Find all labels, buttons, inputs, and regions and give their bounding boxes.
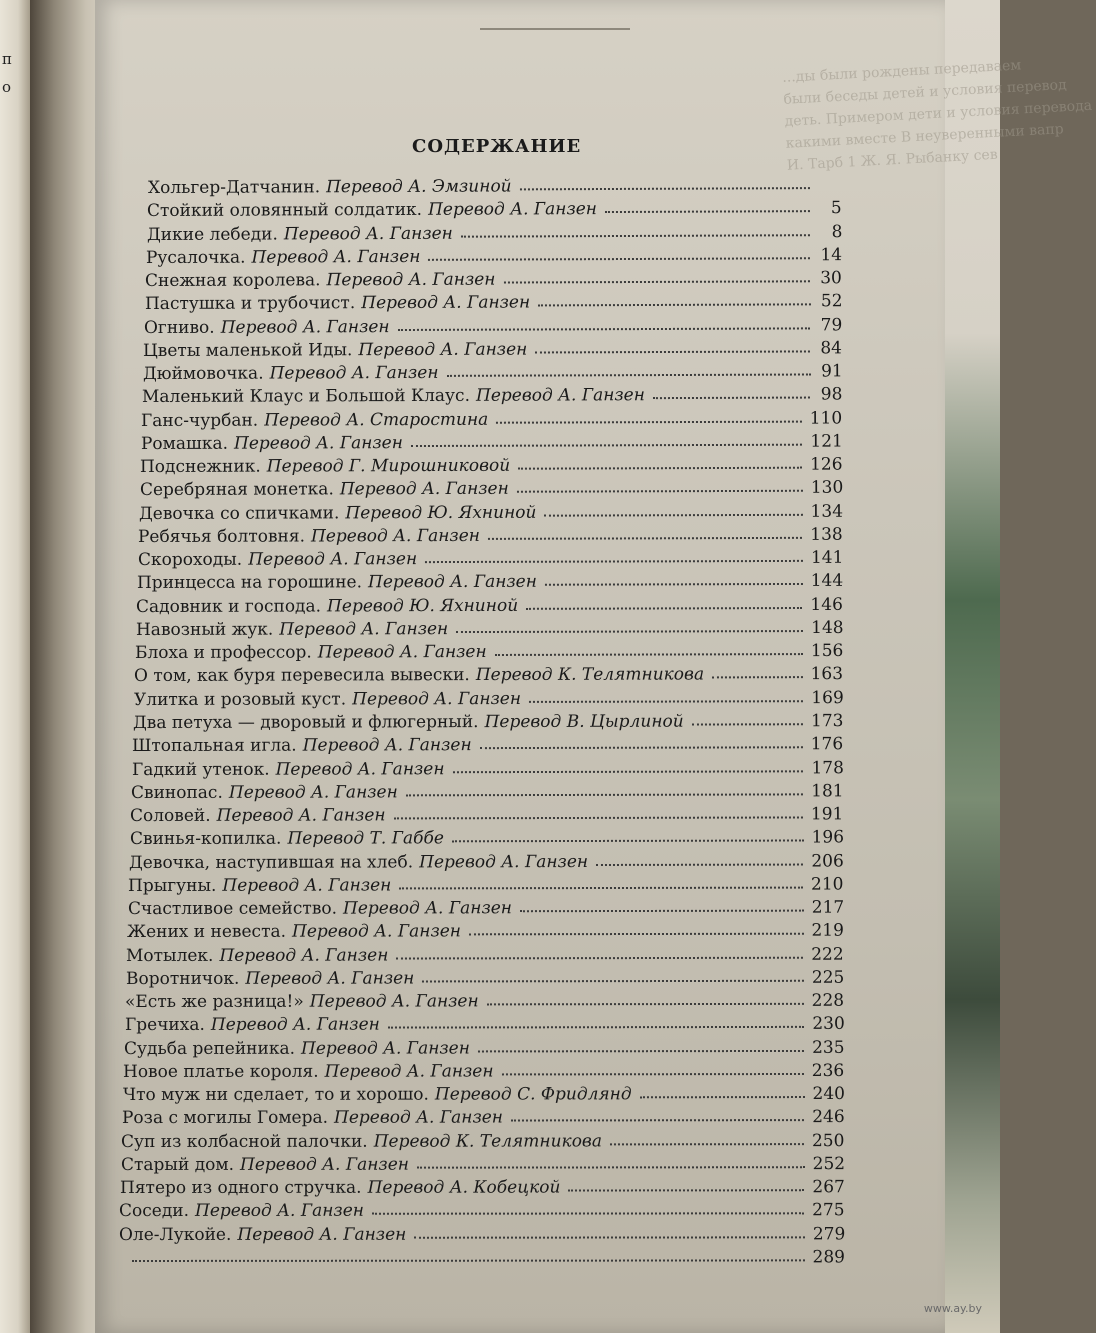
toc-translator: Перевод А. Ганзен (476, 385, 646, 407)
toc-translator: Перевод Г. Мирошниковой (266, 455, 511, 477)
toc-leader-dots (495, 653, 803, 656)
toc-translator: Перевод А. Ганзен (358, 339, 528, 360)
toc-page-number: 240 (812, 1084, 845, 1105)
toc-leader-dots (422, 980, 804, 983)
toc-leader-dots (428, 257, 810, 261)
toc-page-number: 141 (810, 547, 844, 569)
toc-translator: Перевод А. Ганзен (360, 292, 530, 314)
toc-page-number: 228 (811, 990, 845, 1011)
toc-page-number: 5 (831, 198, 843, 219)
toc-leader-dots (406, 793, 803, 796)
toc-entry (132, 754, 844, 780)
toc-translator: Перевод А. Эмзиной (326, 176, 512, 198)
toc-translator: Перевод А. Ганзен (220, 316, 390, 338)
toc-translator: Перевод А. Ганзен (367, 572, 537, 593)
toc-page-number: 169 (810, 687, 844, 708)
toc-entry (135, 637, 843, 663)
toc-translator: Перевод А. Ганзен (245, 968, 415, 989)
toc-story-title: Свинья-копилка. (129, 828, 282, 850)
toc-story-title: О том, как буря перевесила вывески. (134, 665, 471, 687)
toc-translator: Перевод В. Цырлиной (484, 711, 684, 733)
toc-story-title: Соседи. (119, 1201, 190, 1222)
toc-leader-dots (497, 420, 802, 423)
toc-leader-dots (387, 1026, 804, 1029)
toc-leader-dots (132, 1259, 805, 1262)
toc-translator: Перевод А. Ганзен (292, 921, 462, 943)
toc-entry (121, 1127, 844, 1152)
toc-page-number: 252 (812, 1154, 845, 1175)
toc-translator: Перевод А. Ганзен (278, 619, 448, 640)
toc-story-title: Скороходы. (137, 549, 242, 571)
toc-page-number: 148 (810, 617, 844, 638)
toc-entry (144, 311, 842, 338)
toc-page-number: 146 (810, 594, 844, 615)
toc-story-title: Что муж ни сделает, то и хорошо. (122, 1084, 429, 1106)
toc-page-number: 250 (812, 1130, 845, 1151)
toc-entry (139, 474, 842, 500)
toc-story-title: Два петуха — дворовый и флюгерный. (132, 712, 479, 733)
toc-leader-dots (397, 956, 804, 959)
toc-entry (147, 218, 843, 245)
toc-page-number: 196 (811, 827, 844, 848)
toc-translator: Перевод А. Ганзен (351, 688, 521, 710)
toc-entry (123, 1080, 845, 1105)
toc-entry (137, 567, 843, 593)
left-page-letter: о (2, 78, 12, 96)
toc-entry (130, 824, 844, 850)
toc-leader-dots (488, 537, 802, 540)
toc-leader-dots (469, 933, 804, 936)
toc-page-number: 126 (810, 454, 843, 475)
toc-leader-dots (692, 723, 803, 725)
toc-entry (124, 1034, 845, 1059)
toc-leader-dots (411, 444, 802, 447)
toc-translator: Перевод А. Ганзен (239, 1154, 409, 1175)
toc-story-title: Дикие лебеди. (146, 223, 278, 245)
toc-story-title: Старый дом. (120, 1154, 234, 1175)
toc-story-title: Ромашка. (140, 433, 228, 454)
toc-leader-dots (480, 747, 803, 750)
toc-story-title: Хольгер-Датчанин. (147, 177, 321, 198)
toc-leader-dots (536, 350, 811, 353)
toc-leader-dots (502, 1073, 804, 1075)
toc-translator: Перевод А. Ганзен (309, 991, 479, 1012)
toc-page-number: 84 (820, 338, 843, 359)
toc-entry (123, 1057, 844, 1082)
toc-translator: Перевод А. Ганзен (228, 782, 398, 803)
toc-story-title: Принцесса на горошине. (136, 572, 362, 594)
toc-leader-dots (712, 677, 803, 679)
toc-story-title: Оле-Лукойе. (118, 1224, 232, 1245)
toc-entry (119, 1197, 845, 1222)
toc-story-title: Маленький Клаус и Большой Клаус. (142, 386, 471, 408)
toc-page-number: 279 (812, 1224, 845, 1245)
toc-page-number: 30 (820, 268, 843, 289)
toc-translator: Перевод А. Ганзен (303, 735, 473, 756)
toc-page-number: 191 (811, 804, 844, 825)
toc-story-title: Девочка, наступившая на хлеб. (129, 851, 414, 873)
toc-story-title: Гречиха. (124, 1015, 205, 1036)
toc-story-title: Счастливое семейство. (127, 898, 337, 920)
page-title: СОДЕРЖАНИЕ (412, 136, 582, 157)
toc-entry (127, 917, 844, 942)
toc-translator: Перевод А. Ганзен (222, 875, 392, 896)
toc-story-title: Гадкий утенок. (131, 759, 270, 780)
toc-story-title: Блоха и профессор. (134, 642, 312, 664)
toc-translator: Перевод А. Ганзен (324, 1061, 494, 1082)
toc-translator: Перевод А. Ганзен (275, 758, 445, 780)
toc-translator: Перевод К. Телятникова (373, 1131, 603, 1152)
toc-story-title: Свинопас. (130, 782, 223, 803)
toc-leader-dots (417, 1166, 805, 1168)
toc-translator: Перевод А. Ганзен (317, 642, 487, 663)
toc-leader-dots (516, 490, 802, 493)
toc-translator: Перевод А. Ганзен (339, 479, 509, 500)
toc-page-number: 144 (810, 571, 844, 592)
toc-page-number: 267 (812, 1177, 845, 1198)
bleed-through-text: ...ды были рождены передаваем были беседы детей и условия перевод деть. Примером дети и условия перевода какими вместе В неуверенными вапр И. Тарб 1 Ж. Я. Рыбанку сев (781, 57, 1093, 174)
toc-translator: Перевод Ю. Яхниной (327, 595, 519, 617)
toc-story-title: Русалочка. (145, 247, 246, 268)
toc-story-title: Цветы маленькой Иды. (143, 340, 353, 361)
toc-story-title: Навозный жук. (135, 619, 273, 640)
toc-entry (132, 730, 843, 756)
toc-page-number: 236 (811, 1060, 845, 1081)
toc-entry (138, 521, 843, 547)
toc-leader-dots (394, 816, 803, 819)
toc-entry (133, 707, 844, 733)
toc-story-title: Снежная королева. (145, 270, 321, 292)
toc-leader-dots (568, 1189, 804, 1191)
toc-page-number: 219 (811, 920, 845, 942)
toc-translator: Перевод А. Ганзен (233, 432, 403, 454)
toc-leader-dots (545, 583, 803, 586)
toc-leader-dots (452, 840, 804, 843)
toc-translator: Перевод Т. Габбе (287, 828, 444, 849)
toc-leader-dots (520, 187, 810, 190)
toc-story-title: Садовник и господа. (136, 596, 322, 617)
toc-leader-dots (538, 304, 810, 307)
toc-page-number: 181 (811, 781, 844, 802)
toc-page-number: 246 (812, 1107, 845, 1128)
toc-leader-dots (596, 863, 803, 865)
toc-translator: Перевод А. Кобецкой (367, 1177, 561, 1198)
toc-entry (129, 847, 844, 873)
toc-translator: Перевод А. Ганзен (217, 805, 386, 826)
toc-story-title: Улитка и розовый куст. (133, 689, 346, 710)
toc-page-number: 230 (811, 1014, 845, 1035)
toc-entry (124, 1010, 844, 1035)
toc-story-title: Подснежник. (140, 456, 261, 478)
toc-page-number: 8 (831, 221, 843, 242)
toc-entry (122, 1103, 845, 1128)
toc-leader-dots (456, 630, 803, 633)
toc-entry (145, 288, 843, 315)
toc-entry (142, 381, 843, 408)
toc-entry (131, 777, 844, 803)
toc-page-number: 130 (810, 478, 843, 499)
toc-leader-dots (452, 770, 803, 773)
toc-story-title: Штопальная игла. (132, 735, 298, 757)
toc-leader-dots (425, 560, 803, 563)
toc-entry (128, 894, 844, 919)
toc-leader-dots (520, 910, 804, 913)
toc-page-number: 235 (811, 1037, 845, 1058)
toc-entry (121, 1150, 845, 1175)
toc-story-title: Прыгуны. (128, 875, 217, 896)
toc-leader-dots (511, 1120, 804, 1122)
toc-story-title: Мотылек. (126, 945, 214, 966)
toc-entry (120, 1173, 845, 1198)
toc-entry (125, 987, 844, 1012)
toc-translator: Перевод А. Ганзен (342, 898, 512, 919)
toc-page-number: 173 (810, 711, 844, 732)
toc-story-title: Роза с могилы Гомера. (121, 1108, 328, 1129)
toc-leader-dots (605, 210, 810, 213)
toc-story-title: Суп из колбасной палочки. (121, 1131, 368, 1152)
toc-page-number: 79 (820, 314, 843, 335)
toc-story-title: Огниво. (143, 317, 215, 338)
toc-translator: Перевод А. Ганзен (251, 246, 421, 268)
toc-leader-dots (461, 234, 811, 237)
toc-entry (139, 497, 843, 523)
toc-entry (134, 684, 844, 710)
toc-story-title: Пятеро из одного стручка. (119, 1177, 362, 1199)
toc-entry (126, 964, 844, 989)
toc-story-title: Пастушка и трубочист. (144, 293, 355, 315)
toc-page-number: 275 (812, 1200, 845, 1221)
toc-translator: Перевод А. Ганзен (237, 1224, 406, 1245)
toc-page-number: 110 (810, 408, 843, 429)
watermark: www.ay.by (923, 1302, 982, 1315)
toc-story-title: Жених и невеста. (127, 922, 287, 943)
toc-story-title: Ребячья болтовня. (138, 526, 306, 547)
toc-page-number: 156 (810, 641, 844, 662)
toc-page-number: 163 (810, 664, 844, 685)
toc-translator: Перевод А. Ганзен (210, 1014, 380, 1036)
toc-page-number: 91 (820, 361, 843, 382)
toc-entry (141, 404, 842, 431)
toc-leader-dots (639, 1096, 804, 1098)
toc-story-title: Стойкий оловянный солдатик. (147, 200, 423, 222)
toc-story-title: Дюймовочка. (142, 363, 264, 385)
toc-page-number: 121 (810, 431, 843, 452)
toc-leader-dots (544, 513, 802, 516)
toc-leader-dots (653, 397, 811, 400)
toc-page-number: 289 (812, 1247, 845, 1268)
toc-leader-dots (529, 700, 803, 703)
toc-story-title: Серебряная монетка. (139, 479, 334, 501)
toc-leader-dots (398, 327, 811, 331)
toc-page-number: 210 (811, 874, 844, 895)
toc-entry (134, 661, 843, 687)
toc-story-title: Ганс-чурбан. (141, 410, 259, 431)
toc-translator: Перевод А. Ганзен (326, 269, 496, 291)
toc-entry (147, 194, 842, 221)
toc-page-number: 52 (820, 291, 843, 312)
toc-page-number: 138 (810, 524, 843, 545)
toc-page-number: 225 (811, 967, 845, 988)
toc-page-number: 217 (811, 897, 845, 918)
toc-translator: Перевод А. Ганзен (428, 199, 598, 221)
toc-translator: Перевод К. Телятникова (476, 664, 705, 686)
toc-entry (141, 427, 843, 453)
toc-entry (128, 870, 844, 895)
toc-story-title: Воротничок. (125, 968, 240, 989)
toc-leader-dots (526, 607, 802, 610)
toc-entry (136, 591, 843, 617)
toc-entry (118, 1243, 845, 1268)
toc-page-number: 178 (811, 757, 844, 778)
toc-leader-dots (400, 886, 804, 889)
toc-translator: Перевод А. Ганзен (419, 851, 589, 872)
toc-translator: Перевод А. Ганзен (333, 1107, 503, 1129)
toc-page-number: 14 (820, 244, 843, 265)
toc-page-number: 222 (811, 944, 845, 965)
toc-translator: Перевод А. Ганзен (300, 1038, 470, 1059)
toc-translator: Перевод А. Ганзен (219, 945, 389, 966)
toc-leader-dots (610, 1143, 804, 1145)
toc-leader-dots (446, 374, 810, 377)
toc-story-title: Судьба репейника. (123, 1038, 295, 1059)
toc-leader-dots (372, 1213, 804, 1215)
toc-story-title: Новое платье короля. (123, 1061, 319, 1082)
toc-entry (126, 940, 844, 965)
toc-entry (119, 1220, 845, 1245)
toc-translator: Перевод А. Ганзен (269, 362, 439, 384)
toc-translator: Перевод А. Ганзен (247, 549, 417, 570)
toc-leader-dots (478, 1050, 804, 1053)
toc-leader-dots (518, 467, 802, 470)
toc-translator: Перевод А. Ганзен (195, 1201, 365, 1222)
toc-page-number: 98 (820, 384, 843, 405)
toc-page-number: 176 (811, 734, 844, 755)
toc-leader-dots (414, 1236, 805, 1238)
toc-page-number: 206 (811, 851, 844, 872)
toc-leader-dots (487, 1003, 804, 1006)
toc-story-title: Девочка со спичками. (138, 502, 340, 524)
toc-entry (136, 614, 844, 640)
toc-translator: Перевод А. Ганзен (311, 525, 481, 547)
toc-translator: Перевод С. Фридлянд (434, 1084, 632, 1105)
toc-page-number: 134 (810, 501, 843, 522)
toc-entry (130, 800, 843, 826)
toc-translator: Перевод Ю. Яхниной (345, 502, 537, 523)
left-page-letter: п (2, 50, 12, 68)
toc-leader-dots (504, 280, 810, 283)
toc-translator: Перевод А. Ганзен (283, 223, 453, 244)
toc-story-title: «Есть же разница!» (125, 991, 304, 1013)
toc-story-title: Соловей. (130, 805, 212, 827)
toc-translator: Перевод А. Старостина (264, 409, 489, 431)
